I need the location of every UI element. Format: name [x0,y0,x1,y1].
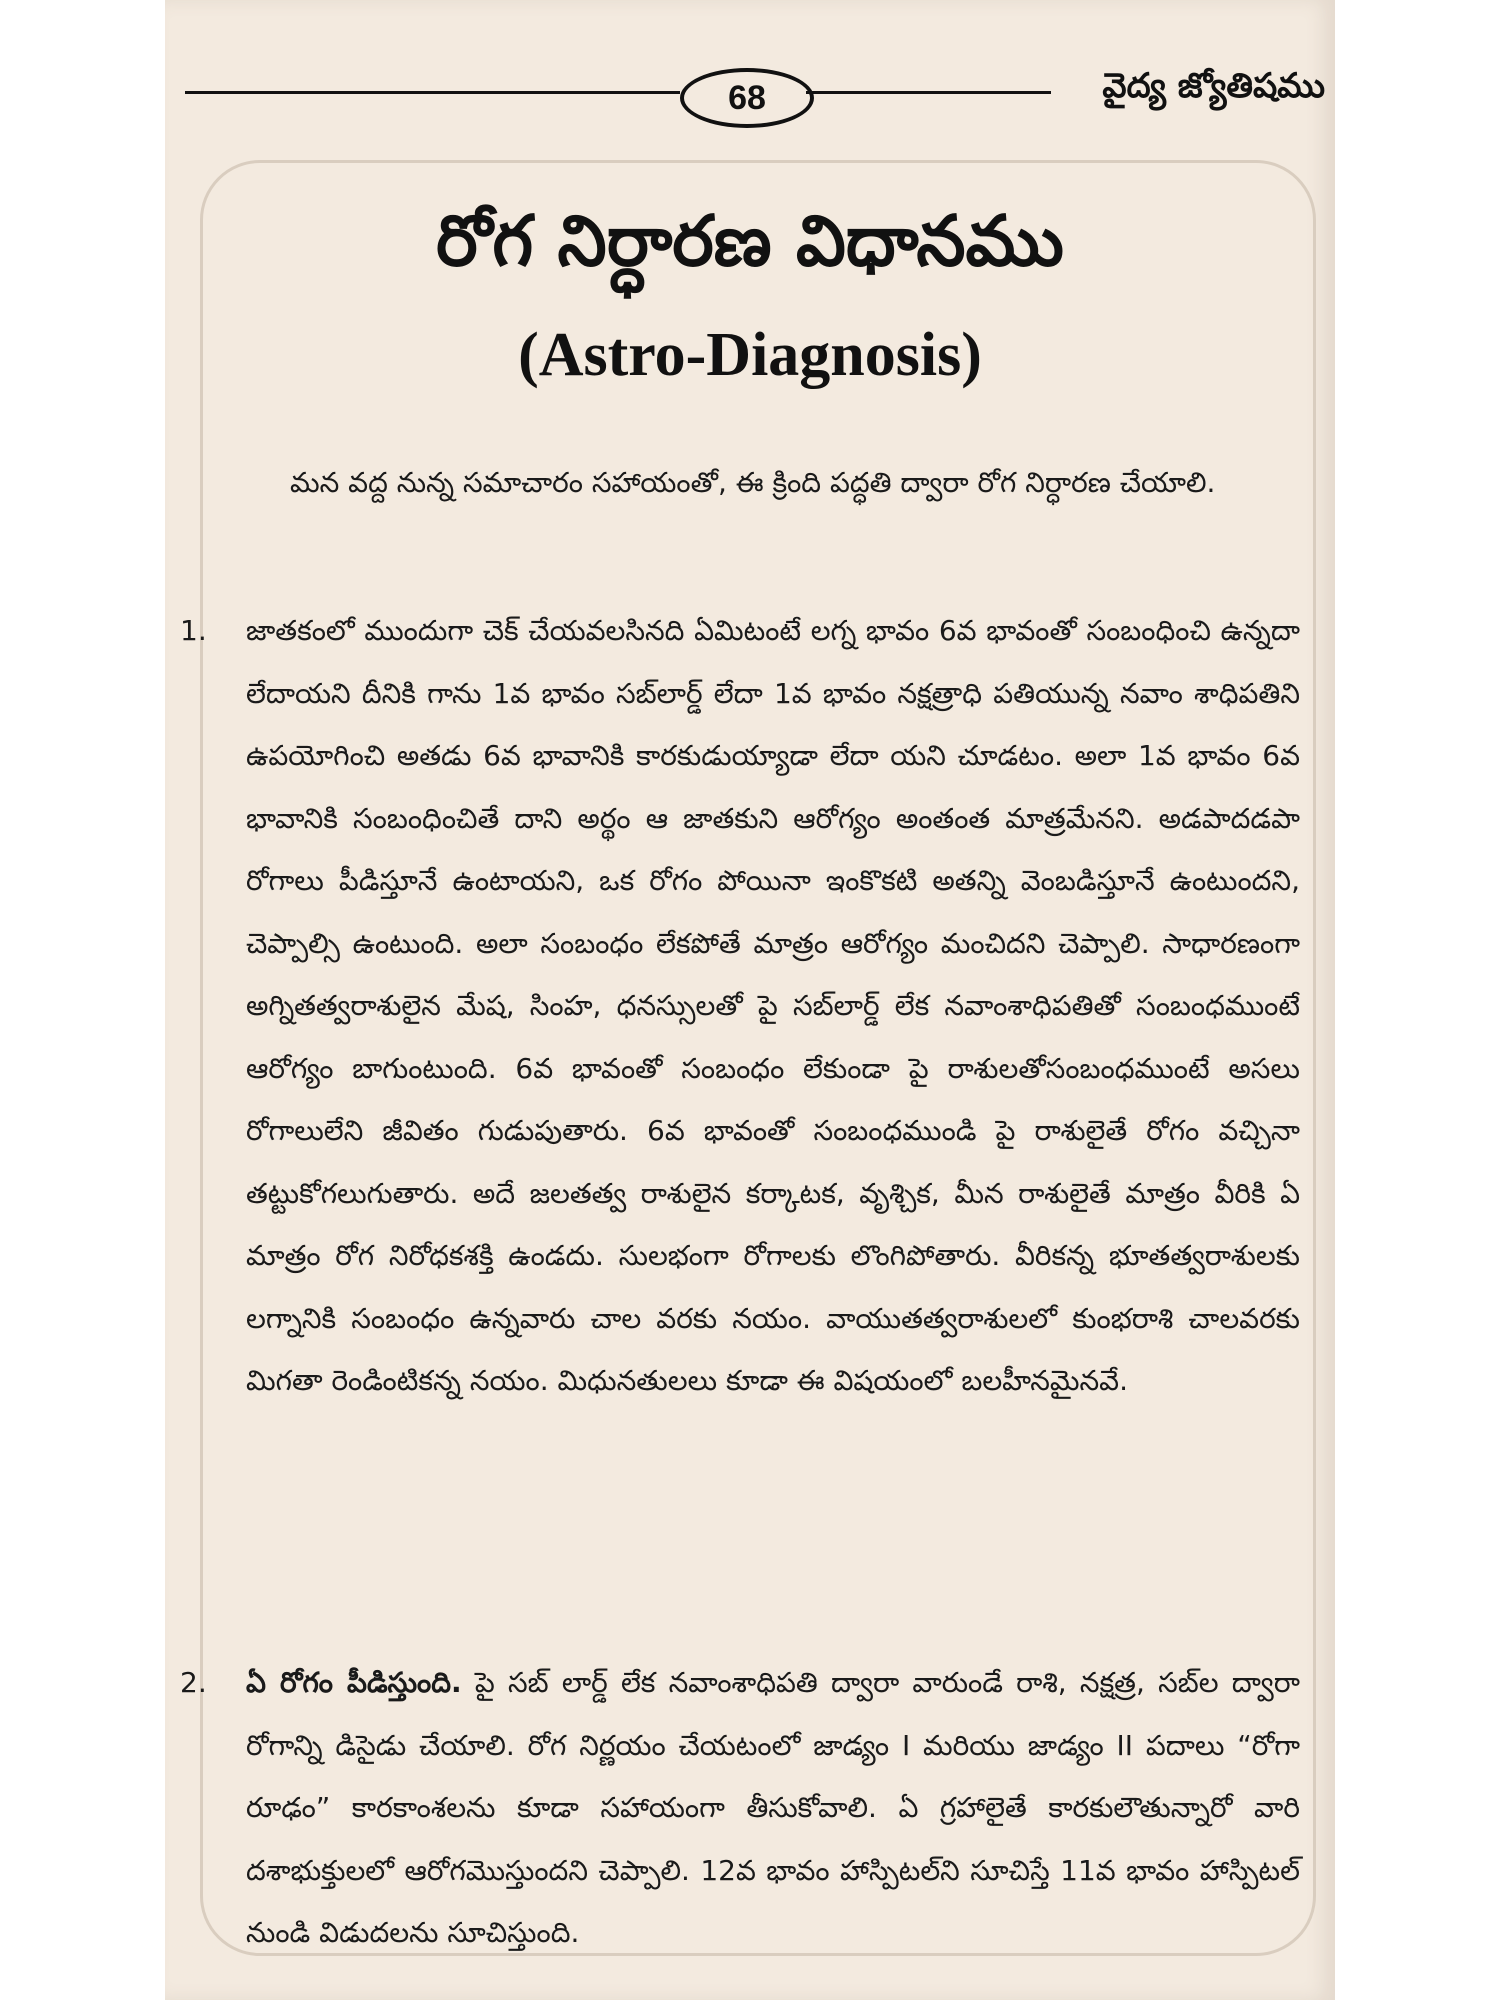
list-item-body: జాతకంలో ముందుగా చెక్ చేయవలసినది ఏమిటంటే లగ్న భావం 6వ భావంతో సంబంధించి ఉన్నదా లేదాయని దీనికి గాను 1వ భావం సబ్‌లార్డ్ లేదా 1వ భావం నక్షత్రాధి పతియున్న నవాం శాధిపతిని ఉపయోగించి అతడు 6వ భావానికి కారకుడుయ్యాడా లేదా యని చూడటం. అలా 1వ భావం 6వ భావానికి సంబంధించితే దాని అర్థం ఆ జాతకుని ఆరోగ్యం అంతంత మాత్రమేనని. అడపాదడపా రోగాలు పీడిస్తూనే ఉంటాయని, ఒక రోగం పోయినా ఇంకొకటి అతన్ని వెంబడిస్తూనే ఉంటుందని, చెప్పాల్సి ఉంటుంది. అలా సంబంధం లేకపోతే మాత్రం ఆరోగ్యం మంచిదని చెప్పాలి. సాధారణంగా అగ్నితత్వరాశులైన మేష, సింహ, ధనస్సులతో పై సబ్‌లార్డ్ లేక నవాంశాధిపతితో సంబంధముంటే ఆరోగ్యం బాగుంటుంది. 6వ భావంతో సంబంధం లేకుండా పై రాశులతోసంబంధముంటే అసలు రోగాలులేని జీవితం గుడుపుతారు. 6వ భావంతో సంబంధముండి పై రాశులైతే రోగం వచ్చినా తట్టుకోగలుగుతారు. అదే జలతత్వ రాశులైన కర్కాటక, వృశ్చిక, మీన రాశులైతే మాత్రం వీరికి ఏ మాత్రం రోగ నిరోధకశక్తి ఉండదు. సులభంగా రోగాలకు లొంగిపోతారు. వీరికన్న భూతత్వరాశులకు లగ్నానికి సంబంధం ఉన్నవారు చాల వరకు నయం. వాయుతత్వరాశులలో కుంభరాశి చాలవరకు మిగతా రెండింటికన్న నయం. మిధునతులలు కూడా ఈ విషయంలో బలహీనమైనవే. [246,614,1300,1397]
running-title: వైద్య జ్యోతిషము [1102,66,1325,106]
chapter-title-telugu: రోగ నిర్ధారణ విధానము [436,200,1064,282]
list-item-number: 1. [180,614,207,647]
header-rule-left [185,91,680,94]
list-item-text [246,600,1300,1413]
intro-paragraph: మన వద్ద నున్న సమాచారం సహాయంతో, ఈ క్రింది పద్ధతి ద్వారా రోగ నిర్ధారణ చేయాలి. [290,466,1216,499]
list-item [180,600,1300,1413]
list-item [180,1652,1300,1965]
page-number: 68 [680,68,814,128]
header-rule-right [806,91,1051,94]
list-item-lead: ఏ రోగం పీడిస్తుంది. [246,1666,462,1699]
chapter-title-english: (Astro-Diagnosis) [518,321,982,389]
list-item-number: 2. [180,1666,207,1699]
list-item-text [246,1652,1300,1965]
list-item-body: పై సబ్ లార్డ్ లేక నవాంశాధిపతి ద్వారా వారుండే రాశి, నక్షత్ర, సబ్‌ల ద్వారా రోగాన్ని డిసైడు చేయాలి. రోగ నిర్ణయం చేయటంలో జాడ్యం I మరియు జాడ్యం II పదాలు “రోగా రూఢం” కారకాంశలను కూడా సహాయంగా తీసుకోవాలి. ఏ గ్రహాలైతే కారకులౌతున్నారో వారి దశాభుక్తులలో ఆరోగమొస్తుందని చెప్పాలి. 12వ భావం హాస్పిటల్‌ని సూచిస్తే 11వ భావం హాస్పిటల్ నుండి విడుదలను సూచిస్తుంది. [246,1666,1300,1949]
